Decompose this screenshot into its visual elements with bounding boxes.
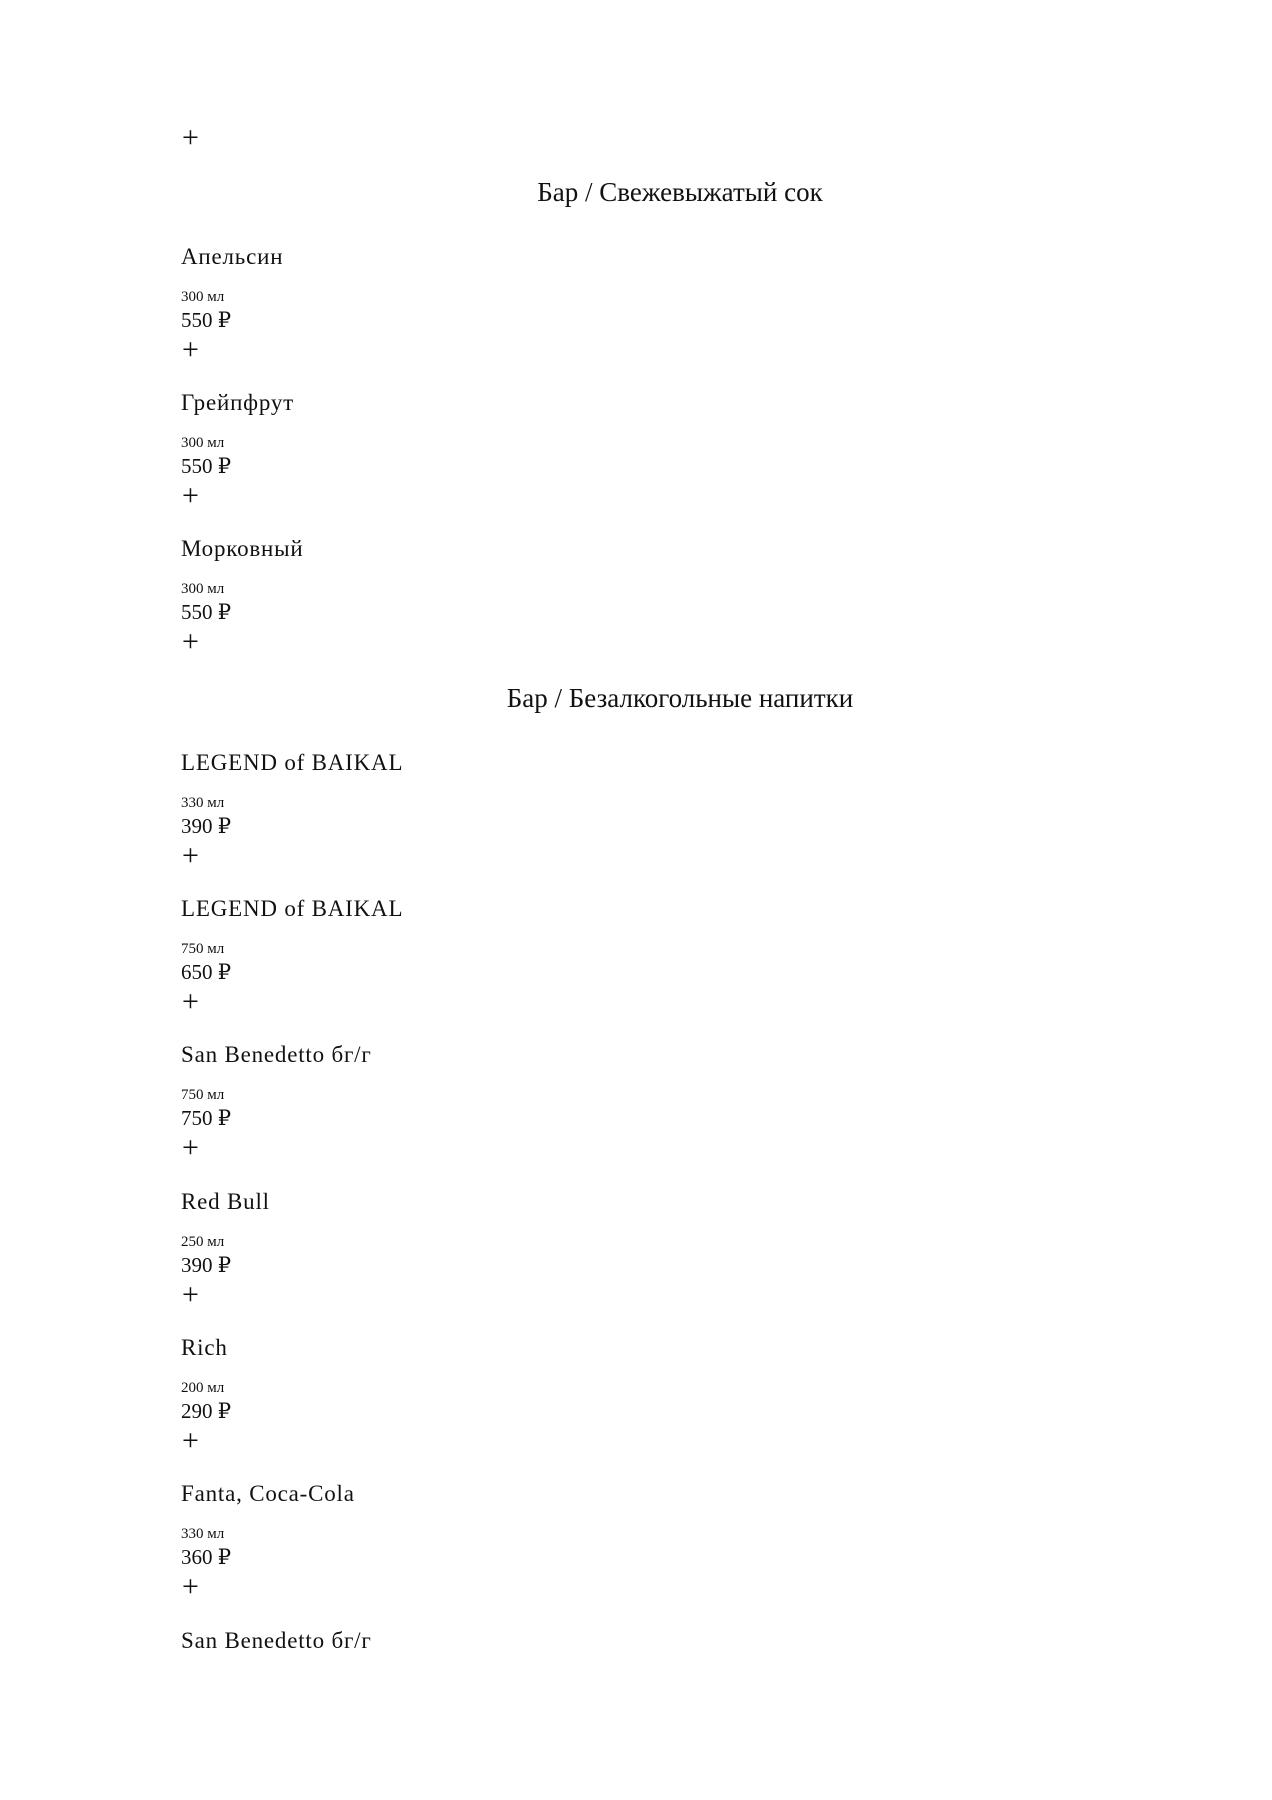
item-name[interactable]: Fanta, Coca-Cola: [181, 1481, 355, 1506]
item-price: 360 ₽: [181, 1545, 232, 1569]
item-name[interactable]: San Benedetto бг/г: [181, 1042, 372, 1067]
item-name[interactable]: LEGEND of BAIKAL: [181, 896, 404, 921]
item-name[interactable]: LEGEND of BAIKAL: [181, 750, 404, 775]
add-to-cart-button[interactable]: +: [182, 1278, 199, 1311]
add-to-cart-button[interactable]: +: [182, 479, 199, 512]
item-price: 390 ₽: [181, 814, 232, 838]
add-to-cart-button[interactable]: +: [182, 1570, 199, 1603]
add-to-cart-button[interactable]: +: [182, 121, 199, 154]
item-volume: 250 мл: [181, 1234, 225, 1250]
item-price: 550 ₽: [181, 308, 232, 332]
section-title: Бар / Безалкогольные напитки: [506, 683, 854, 713]
item-price: 750 ₽: [181, 1106, 232, 1130]
add-to-cart-button[interactable]: +: [182, 1131, 199, 1164]
item-volume: 750 мл: [181, 1087, 225, 1103]
item-name[interactable]: Грейпфрут: [181, 390, 295, 415]
item-name[interactable]: Апельсин: [181, 244, 284, 269]
item-volume: 330 мл: [181, 795, 225, 811]
item-volume: 750 мл: [181, 941, 225, 957]
item-volume: 300 мл: [181, 435, 225, 451]
item-price: 290 ₽: [181, 1399, 232, 1423]
item-volume: 300 мл: [181, 581, 225, 597]
add-to-cart-button[interactable]: +: [182, 839, 199, 872]
add-to-cart-button[interactable]: +: [182, 333, 199, 366]
item-price: 550 ₽: [181, 454, 232, 478]
add-to-cart-button[interactable]: +: [182, 1424, 199, 1457]
item-name[interactable]: San Benedetto бг/г: [181, 1628, 372, 1653]
item-name[interactable]: Rich: [181, 1335, 228, 1360]
item-price: 650 ₽: [181, 960, 232, 984]
item-name[interactable]: Морковный: [181, 536, 304, 561]
item-volume: 300 мл: [181, 289, 225, 305]
item-name[interactable]: Red Bull: [181, 1189, 270, 1214]
item-volume: 330 мл: [181, 1526, 225, 1542]
item-price: 550 ₽: [181, 600, 232, 624]
item-price: 390 ₽: [181, 1253, 232, 1277]
add-to-cart-button[interactable]: +: [182, 625, 199, 658]
add-to-cart-button[interactable]: +: [182, 985, 199, 1018]
item-volume: 200 мл: [181, 1380, 225, 1396]
section-title: Бар / Свежевыжатый сок: [537, 177, 823, 207]
